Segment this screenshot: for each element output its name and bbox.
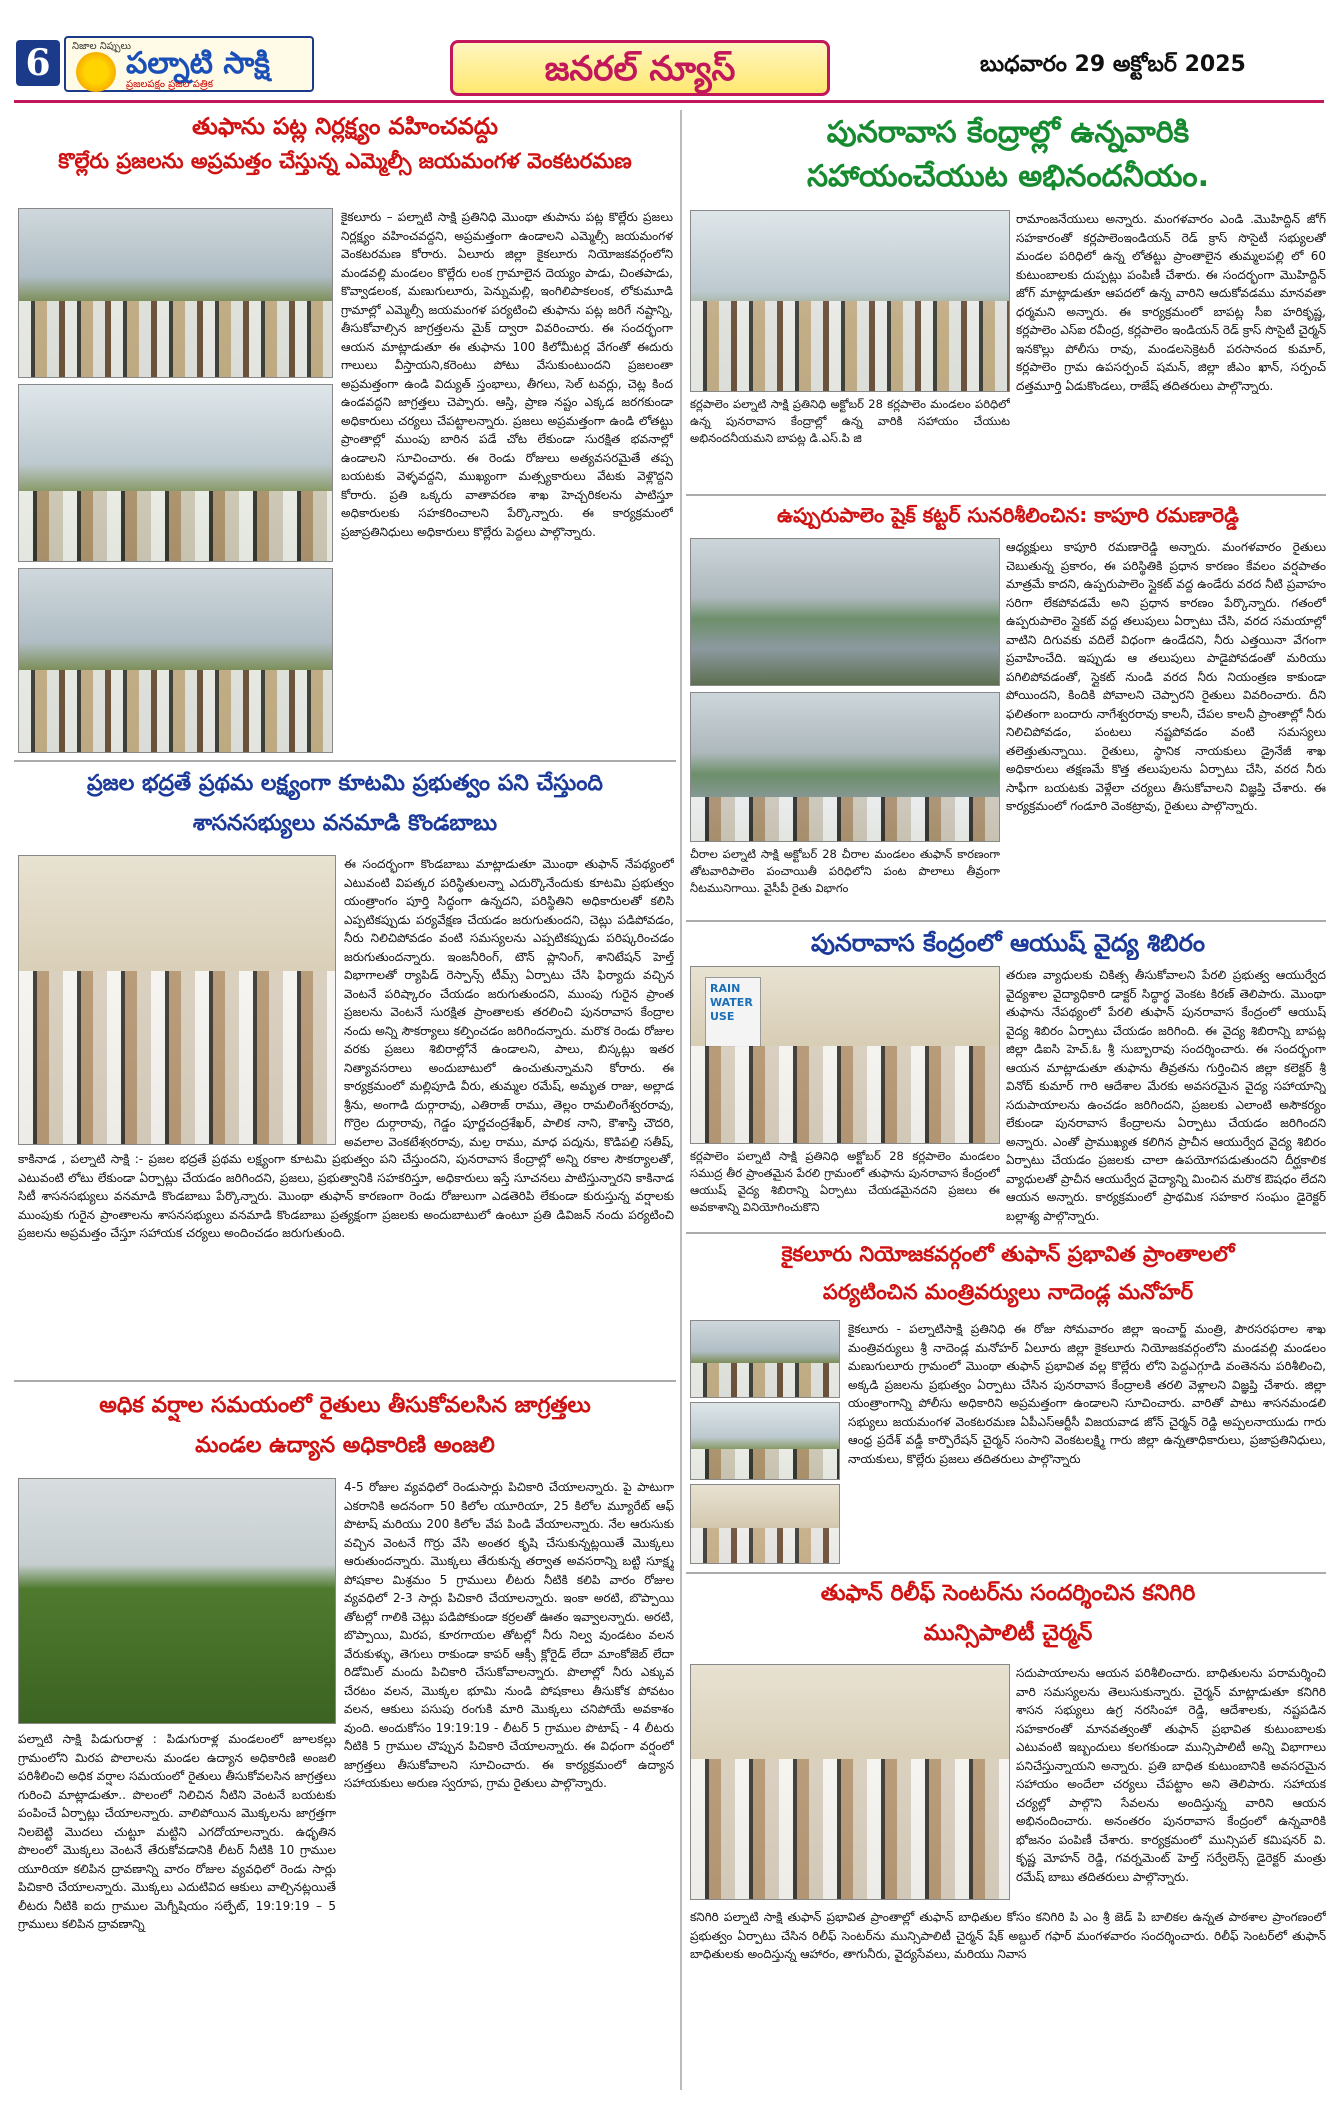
masthead-divider [14,100,1324,103]
article-7-body: కైకలూరు - పల్నాటిసాక్షి ప్రతినిధి ఈ రోజు సోమవారం జిల్లా ఇంచార్జ్ మంత్రి, పౌరసరఫరాల శాఖ మంత్రివర్యులు శ్రీ నాదెండ్ల మనోహర్ ఏలూరు జిల్లా కైకలూరు నియోజకవర్గంలోని మండవల్లి మండలం మణుగులూరు గ్రామంలో మొంథా తుఫాన్ ప్రభావిత వల్ల కొల్లేరు లోని పెద్దఎగ్గూడి వంతెనను పరిశీలించి, అక్కడి ప్రజలను ప్రభుత్వం ఏర్పాటు చేసిన పునరావాస కేంద్రాలకి తరలి వెళ్లాలని విజ్ఞప్తి చేశారు. జిల్లా యంత్రాంగాన్ని పోలీసు అధికారిని అప్రమత్తంగా ఉండాలని సూచించారు. వారితో పాటు శాసనమండలి సభ్యులు జయమంగళ వెంకటరమణ ఏపీఎస్ఆర్టీసీ విజయవాడ జోన్ చైర్మన్ రెడ్డి అప్పలనాయుడు గారు ఆంధ్ర ప్రదేశ్ వడ్డీ కార్పొరేషన్ చైర్మన్ సంసాని వెంకటలక్ష్మి గారు జిల్లా ఉన్నతాధికారులు, ప్రజాప్రతినిధులు, నాయకులు, కొల్లేరు ప్రజలు తదితరులు పాల్గొన్నారు [848,1322,1326,1466]
article-1-body: కైకలూరు – పల్నాటి సాక్షి ప్రతినిధి మొంథా తుపాను పట్ల కొల్లేరు ప్రజలు నిర్లక్ష్యం వహించవద్దని, అప్రమత్తంగా ఉండాలని ఎమ్మెల్సీ జయమంగళ వెంకటరమణ కోరారు. ఏలూరు జిల్లా కైకలూరు నియోజకవర్గంలోని మండవల్లి మండలం కొల్లేరు లంక గ్రామాలైన దెయ్యం పాడు, చింతపాడు, కొవ్వాడలంక, మణుగులూరు, పెన్నుమల్లి, ఇంగిలిపాకలంక, లోకుమూడి గ్రామాల్లో ఎమ్మెల్సీ జయమంగళ పర్యటించి తుఫాను పట్ల జరిగే నష్టాన్ని, తీసుకోవాల్సిన జాగ్రత్తలను మైక్ ద్వారా వివరించారు. ఈ సందర్భంగా ఆయన మాట్లాడుతూ ఈ తుఫాను 100 కిలోమీటర్ల వేగంతో ఈదురు గాలులు వీస్తాయని,కరెంటు పోటు వేసుకుంటుందని ప్రజలంతా అప్రమత్తంగా ఉండి విద్యుత్ స్తంభాలు, తీగలు, సెల్ టవర్లు, చెట్ల కింద ఉండవద్దని జాగ్రత్తలు చెప్పారు. ఆస్తి, ప్రాణ నష్టం ఎక్కడ జరగకుండా అధికారులు చర్యలు చేపట్టాలన్నారు. ప్రజలు అప్రమత్తంగా ఉండి లోతట్టు ప్రాంతాల్లో ముంపు బారిన పడే చోట లేకుండా సురక్షిత భవనాల్లో ఉండాలని సూచించారు. ఈ రెండు రోజులు అత్యవసరమైతే తప్ప బయటకు వెళ్ళవద్దని, ముఖ్యంగా మత్స్యకారులు వేటకు వెళ్లొద్దని కోరారు. ప్రతి ఒక్కరు వాతావరణ శాఖ హెచ్చరికలను పాటిస్తూ అధికారులకు సహకరించాలని పేర్కొన్నారు. ఈ కార్యక్రమంలో ప్రజాప్రతినిధులు అధికారులు కొల్లేరు పెద్దలు పాల్గొన్నారు. [341,210,673,539]
sun-logo-icon [76,52,116,92]
article-8-photo [690,1664,1010,1900]
article-4-subheadline: సహాయంచేయుట అభినందనీయం. [806,159,1210,194]
issue-date: బుధవారం 29 అక్టోబర్ 2025 [980,52,1246,77]
article-2-body-continued: కాకినాడ , పల్నాటి సాక్షి :- ప్రజల భద్రతే ప్రథమ లక్ష్యంగా కూటమి ప్రభుత్వం పని చేస్తుందని, పునరావాస కేంద్రాల్లో అన్ని రకాల సౌకర్యాలతో, ఎటువంటి లోటు లేకుండా ఏర్పాట్లు చేయడం జరిగిందని, ప్రజలు, ప్రభుత్వానికి సహకరిస్తూ, అధికారులు ఇస్తే సూచనలు పాటిస్తున్నారని కాకినాడ సిటీ శాసనసభ్యులు వనమాడి కొండబాబు పేర్కొన్నారు. మొంథా తుఫాన్ కారణంగా రెండు రోజులుగా ఎడతెరిపి లేకుండా కురుస్తున్న వర్షాలకు ముంపుకు గురైన ప్రాంతాలను శాసనసభ్యులు వనమాడి కొండబాబు ప్రత్యక్షంగా ప్రజలకు అందుబాటులో ఉంటూ ప్రతి డివిజన్ నందు పర్యటించి ప్రజలను అప్రమత్తం చేస్తూ సహాయక చర్యలు అందించడం జరుగుతుంది. [18,1152,674,1240]
article-5-caption: చీరాల పల్నాటి సాక్షి అక్టోబర్ 28 చీరాల మండలం తుఫాన్ కారణంగా తోటవారిపాలెం పంచాయితీ పరిధిలోని పంట పొలాలు తీవ్రంగా నీటమునిగాయి. వైసీపీ రైతు విభాగం [690,847,1000,895]
article-7-subheadline: పర్యటించిన మంత్రివర్యులు నాదెండ్ల మనోహర్ [822,1280,1194,1304]
page-number: 6 [16,40,60,86]
newspaper-logo [64,36,314,92]
article-1-subheadline: కొల్లేరు ప్రజలను అప్రమత్తం చేస్తున్న ఎమ్మెల్సీ జయమంగళ వెంకటరమణ [58,149,632,173]
article-6-photo [690,966,1000,1144]
divider [14,1380,676,1382]
column-divider [680,110,682,2090]
article-2-subheadline: శాసనసభ్యులు వనమాడి కొండబాబు [192,811,498,836]
article-1-photo-2 [18,384,333,562]
divider [686,494,1326,496]
article-5-headline: ఉప్పురుపాలెం షైక్ కట్టర్ సునరిశీలించిన: కాపూరి రమణారెడ్డి [777,503,1239,527]
article-6-body: తరుణ వ్యాధులకు చికిత్స తీసుకోవాలని పేరలి ప్రభుత్వ ఆయుర్వేద వైద్యశాల వైద్యాధికారి డాక్టర్ సిద్ధార్థ వెంకట కిరణ్ తెలిపారు. మొంథా తుఫాను నేపథ్యంలో పేరలి తుఫాన్ పునరావాస కేంద్రంలో ఆయుష్ వైద్య శిబిరం ఏర్పాటు చేయడం జరిగింది. ఈ వైద్య శిబిరాన్ని బాపట్ల జిల్లా డిఐసి హెచ్.ఓ శ్రీ సుబ్బారావు సందర్శించారు. ఈ సందర్భంగా ఆయన మాట్లాడుతూ తుఫాను తీవ్రతను గుర్తించిన జిల్లా కలెక్టర్ శ్రీ వినోద్ కుమార్ గారి ఆదేశాల మేరకు అవసరమైన వైద్య సహాయాన్ని సదుపాయాలను ఉంచడం జరిగిందని, ప్రజలకు ఎలాంటి అసౌకర్యం లేకుండా పునరావాస కేంద్రాలను ఏర్పాటు చేయడం జరిగిందని అన్నారు. ఎంతో ప్రాముఖ్యత కలిగిన ప్రాచీన ఆయుర్వేద వైద్య శిబిరం ఏర్పాటు చేయడం ప్రజలకు చాలా ఉపయోగపడుతుందని దీర్ఘకాలిక వ్యాధులతో ప్రాచీన ఆయుర్వేద వైద్యాన్ని మించిన మరొక ఔషధం లేదని ఆయన అన్నారు. కార్యక్రమంలో ప్రాథమిక సహకార సంఘం డైరెక్టర్ బల్లాశ్య పాల్గొన్నారు. [1006,968,1326,1223]
article-5-photo-2 [690,692,1000,842]
article-3-headline: అధిక వర్షాల సమయంలో రైతులు తీసుకోవలసిన జాగ్రత్తలు [99,1393,591,1418]
article-7-headline: కైకలూరు నియోజకవర్గంలో తుఫాన్ ప్రభావిత ప్రాంతాలలో [781,1242,1235,1266]
article-8-subheadline: మున్సిపాలిటీ చైర్మన్ [923,1621,1093,1646]
article-3-body-continued: పల్నాటి సాక్షి పిడుగురాళ్ల : పిడుగురాళ్ల మండలంలో జూలకల్లు గ్రామంలోని మిరప పొలాలను మండల ఉద్యాన అధికారిణి అంజలి పరిశీలించి అధిక వర్షాల సమయంలో రైతులు తీసుకోవలసిన జాగ్రత్తలు గురించి మాట్లాడుతూ.. పొలంలో నిలిచిన నీటిని వెంటనే బయటకు పంపించే ఏర్పాట్లు చేయాలన్నారు. వాలిపోయిన మొక్కలను జాగ్రత్తగా నిలబెట్టి మొదలు చుట్టూ మట్టిని ఎగదోయాలన్నారు. ఉధృతిన పొలంలో మొక్కలు వెంటనే తేరుకోవడానికి లీటర్ నీటికి 10 గ్రాముల యూరియా కలిపిన ద్రావణాన్ని వారం రోజుల వ్యవధిలో రెండు సార్లు పిచికారి చేయాలన్నారు. మొక్కలు ఎదుటివిద ఆకులు వాల్చినట్లయితే లీటరు నీటికి ఐదు గ్రాముల మెగ్నీషియం సల్ఫేట్, 19:19:19 – 5 గ్రాములు కలిపిన ద్రావణాన్ని [18,1732,336,1931]
article-8-body-continued: కనిగిరి పల్నాటి సాక్షి తుఫాన్ ప్రభావిత ప్రాంతాల్లో తుఫాన్ బాధితుల కోసం కనిగిరి పి ఎం శ్రీ జెడ్ పి బాలికల ఉన్నత పాఠశాల ప్రాంగణంలో ప్రభుత్వం ఏర్పాటు చేసిన రిలీఫ్ సెంటర్‌ను మున్సిపాలిటీ చైర్మన్ షేక్ అబ్దుల్ గఫార్ మంగళవారం సందర్శించారు. రిలీఫ్ సెంటర్‌లో తుఫాన్ బాధితులకు అందిస్తున్న ఆహారం, తాగునీరు, వైద్యసేవలు, మరియు నివాస [690,1910,1326,1961]
article-8-body: సదుపాయాలను ఆయన పరిశీలించారు. బాధితులను పరామర్శించి వారి సమస్యలను తెలుసుకున్నారు. చైర్మన్ మాట్లాడుతూ కనిగిరి శాసన సభ్యులు ఉగ్ర నరసింహా రెడ్డి, ఆదేశాలకు, నష్టపడిన సహకారంతో మానవత్వంతో తుఫాన్ ప్రభావిత కుటుంబాలకు ఎటువంటి ఇబ్బందులు కలగకుండా మున్సిపాలిటీ అన్ని విభాగాలు పనిచేస్తున్నాయని అన్నారు. ప్రతి బాధిత కుటుంబానికి అవసరమైన సహాయం అందేలా చర్యలు చేపట్టాం అని తెలిపారు. సహాయక చర్యల్లో పాల్గొని సేవలను అందిస్తున్న వారిని ఆయన అభినందించారు. అనంతరం పునరావాస కేంద్రంలో ఉన్నవారికి భోజనం పంపిణీ చేశారు. కార్యక్రమంలో మున్సిపల్ కమిషనర్ వి. కృష్ణ మోహన్ రెడ్డి, గవర్నమెంట్ హెల్త్ సర్వేలెన్స్ డైరెక్టర్ మంత్రు రమేష్ బాబు తదితరులు పాల్గొన్నారు. [1016,1666,1326,1884]
article-2-body: ఈ సందర్భంగా కొండబాబు మాట్లాడుతూ మొంథా తుఫాన్ నేపథ్యంలో ఎటువంటి విపత్కర పరిస్థితులన్నా ఎదుర్కొనేందుకు కూటమి ప్రభుత్వం యంత్రాంగం పూర్తి సిద్ధంగా ఉన్నదని, పరిస్థితిని అధికారులతో కలిసి ఎప్పటికప్పుడు పర్యవేక్షణ చేయడం జరుగుతుందని, చెట్లు పడిపోవడం, నీరు నిలిచిపోవడం వంటి సమస్యలను ఎప్పటికప్పుడు పరిష్కరించడం జరుగుతుందన్నారు. ఇంజనీరింగ్, టౌన్ ప్లానింగ్, శానిటేషన్ హెల్త్ విభాగాలతో ర్యాపిడ్ రెస్పాన్స్ టీమ్స్ ఏర్పాటు చేసి ఫిర్యాదు వచ్చిన వెంటనే పరిష్కారం చేయడం జరుగుతుందని, ముంపు గురైన ప్రాంత ప్రజలను వెంటనే సురక్షిత ప్రాంతాలకు తరలించి పునరావాస కేంద్రాల నందు అన్ని సౌకర్యాలు కల్పించడం జరిగిందన్నారు. మరొక రెండు రోజుల వరకు ప్రజలు శిబిరాల్లోనే ఉండాలని, పాలు, బిస్కట్లు ఇతర నిత్యావసరాలు అందుబాటులో ఉంచుతున్నామని కోరారు. ఈ కార్యక్రమంలో మల్లిపూడి వీరు, తుమ్మల రమేష్, అమృత రాజు, అల్లాడ శ్రీను, అంగాడి దుర్గారావు, ఎతిరాజ్ రాము, తెల్లం రామలింగేశ్వరరావు, గొర్రెల దుర్గారావు, గెడ్డం పూర్ణచంద్రశేఖర్, పాలిక నాని, కౌశాస్తి చౌదరి, అవలాల వెంకటేశ్వరరావు, మల్ల రాము, మాధ పద్మను, కొడిపల్లి సతీష్, [344,857,674,1148]
article-4-body: రామాంజనేయులు అన్నారు. మంగళవారం ఎండి .మొహిద్దిన్ జోగ్ సహకారంతో కర్లపాలెంఇండియన్ రెడ్ క్రాస్ సొసైటీ సభ్యులతో మండల పరిధిలో ఉన్న లోతట్టు ప్రాంతాలైన తుమ్మలపల్లి లో 60 కుటుంబాలకు దుప్పట్లు పంపిణీ చేశారు. ఈ సందర్భంగా మొహిద్దిన్ జోగ్ మాట్లాడుతూ ఆపదలో ఉన్న వారిని ఆదుకోవడము మానవతా ధర్మమని అన్నారు. ఈ కార్యక్రమంలో బాపట్ల సీఐ హరికృష్ణ, కర్లపాలెం ఎస్ఐ రవీంద్ర, కర్లపాలెం ఇండియన్ రెడ్ క్రాస్ సొసైటీ చైర్మన్ ఇనకొల్లు పోలీసు రావు, మండలసెక్రెటరీ పరసానంద కుమార్, కర్లపాలెం గ్రామ ఉపసర్పంచ్ షమన్, జిల్లా జీఎం ఖాన్, సర్పంచ్ దత్తమూర్తి ఏడుకొండలు, రాజేష్ తదితరులు పాల్గొన్నారు. [1016,212,1326,393]
article-6-caption: కర్లపాలెం పల్నాటి సాక్షి ప్రతినిధి అక్టోబర్ 28 కర్లపాలెం మండలం సముద్ర తీర ప్రాంతమైన పేరలి గ్రామంలో తుఫాను పునరావాస కేంద్రంలో ఆయుష్ వైద్య శిబిరాన్ని ఏర్పాటు చేయడమైనదని ప్రజలు ఈ అవకాశాన్ని వినియోగించుకొని [690,1149,1000,1214]
article-3-subheadline: మండల ఉద్యాన అధికారిణి అంజలి [195,1433,495,1458]
section-title: జనరల్ న్యూస్ [450,40,830,96]
logo-name: పల్నాటి సాక్షి [126,46,270,81]
article-4-headline: పునరావాస కేంద్రాల్లో ఉన్నవారికి [826,115,1190,150]
divider [686,1232,1326,1234]
article-8-headline: తుఫాన్ రిలీఫ్ సెంటర్‌ను సందర్శించిన కనిగిరి [820,1581,1196,1606]
article-1-headline: తుఫాను పట్ల నిర్లక్ష్యం వహించవద్దు [191,114,498,140]
article-3-body: 4-5 రోజుల వ్యవధిలో రెండుసార్లు పిచికారి చేయాలన్నారు. పై పాటుగా ఎకరానికి అదనంగా 50 కిలోల యూరియా, 25 కిలోల మ్యూరేట్ ఆఫ్ పొటాష్ మరియు 200 కిలోల వేప పిండి వేయాలన్నారు. నేల ఆరుసుకు వచ్చిన వెంటనే గొర్రు వేసి అంతర కృషి చేసుకున్నట్లయితే మొక్కలు ఆరుతుందన్నారు. మొక్కలు తేరుకున్న తర్వాత అవసరాన్ని బట్టి సూక్ష్మ పోషకాల మిశ్రమం 5 గ్రాములు లీటరు నీటికి కలిపి వారం రోజుల వ్యవధిలో 2-3 సార్లు పిచికారి చేయాలన్నారు. ఇంకా అరటి, బొప్పాయి తోటల్లో గాలికి చెట్లు పడిపోకుండా కర్రలతో ఊతం ఇవ్వాలన్నారు. అరటి, బొప్పాయి, మిరప, కూరగాయల తోటల్లో నీరు నిల్వ వుండటం వలన వేరుకుళ్ళు, తెగులు రాకుండా కాపర్ ఆక్సీ క్లోరైడ్ లేదా మాంకోజెబ్ లేదా రిడోమిల్ మందు పిచికారి చేసుకోవాలన్నారు. పొలాల్లో నీరు ఎక్కువ చేరటం వలన, మొక్కల భూమి నుండి పోషకాలు తీసుకోక పోవటం వలన, ఆకులు పసుపు రంగుకి మారి మొక్కలు చనిపోయే అవకాశం వుంది. అందుకోసం 19:19:19 - లీటర్ 5 గ్రాముల పొటాష్ - 4 లీటరు నీటికి 5 గ్రాముల చొప్పున పిచికారి చేయాలన్నారు. ఈ విధంగా వర్షంలో జాగ్రత్తలు తీసుకోవాలని సూచించారు. ఈ కార్యక్రమంలో ఉద్యాన సహాయకులు అరుణ స్వరూప, గ్రామ రైతులు పాల్గొన్నారు. [344,1480,674,1790]
article-7-photo-1 [690,1320,840,1398]
article-2-headline: ప్రజల భద్రతే ప్రథమ లక్ష్యంగా కూటమి ప్రభుత్వం పని చేస్తుంది [87,771,603,796]
article-2-photo [18,855,336,1145]
logo-subtitle: ప్రజలపక్షం ప్రజల పత్రిక [126,79,213,90]
logo-tagline: నిజాల నిప్పులు [72,41,132,52]
article-5-photo-1 [690,538,1000,686]
article-4-photo [690,210,1010,392]
divider [14,760,676,762]
article-7-photo-2 [690,1402,840,1480]
divider [686,920,1326,922]
article-1-photo-1 [18,208,333,378]
divider [686,1572,1326,1574]
article-1-photo-3 [18,568,333,753]
article-6-headline: పునరావాస కేంద్రంలో ఆయుష్ వైద్య శిబిరం [810,929,1206,957]
article-3-photo [18,1478,336,1724]
rain-water-sign: RAIN WATER USE [705,977,761,1047]
article-7-photo-3 [690,1484,840,1564]
article-4-caption: కర్లపాలెం పల్నాటి సాక్షి ప్రతినిధి అక్టోబర్ 28 కర్లపాలెం మండలం పరిధిలో ఉన్న పునరావాస కేంద్రాల్లో ఉన్న వారికి సహాయం చేయుట అభినందనీయమని బాపట్ల డి.ఎస్.పి జి [690,397,1010,445]
article-5-body: ఆధ్యక్షులు కాపూరి రమణారెడ్డి అన్నారు. మంగళవారం రైతులు చెబుతున్న ప్రకారం, ఈ పరిస్థితికి ప్రధాన కారణం కేవలం వర్షపాతం మాత్రమే కాదని, ఉప్పరుపాలెం స్లైకట్ వద్ద ఉండేరు వరద నీటి ప్రవాహం సరిగా లేకపోవడమే అని ప్రధాన కారణం పేర్కొన్నారు. గతంలో ఉప్పరుపాలెం స్లైకట్ వద్ద తలుపులు ఏర్పాటు చేసి, వరద సమయాల్లో వాటిని దిగువకు వదిలే విధంగా ఉండేదని, నీరు ఎత్తయినా వేగంగా ప్రవాహించేది. ఇప్పుడు ఆ తలుపులు పాడైపోవడంతో మరియు పగిలిపోవడంతో, స్లైకట్ నుండి వరద నీరు నియంత్రణ కాకుండా పోయిందని, కిందికి పోవాలని చెప్పారని రైతులు వివరించారు. దీని ఫలితంగా బందారు నాగేశ్వరరావు కాలనీ, చేపల కాలనీ ప్రాంతాల్లో నీరు నిలిచిపోవడం, పంటలు నష్టపోవడం వంటి సమస్యలు తలెత్తుతున్నాయి. రైతులు, స్థానిక నాయకులు డ్రైనేజీ శాఖ అధికారులు తక్షణమే కొత్త తలుపులను ఏర్పాటు చేసి, వరద నీరు సాఫీగా బయటకు వెళ్లేలా చర్యలు తీసుకోవాలని విజ్ఞప్తి చేశారు. ఈ కార్యక్రమంలో గండూరి వెంకట్రావు, రైతులు పాల్గొన్నారు. [1006,540,1326,813]
